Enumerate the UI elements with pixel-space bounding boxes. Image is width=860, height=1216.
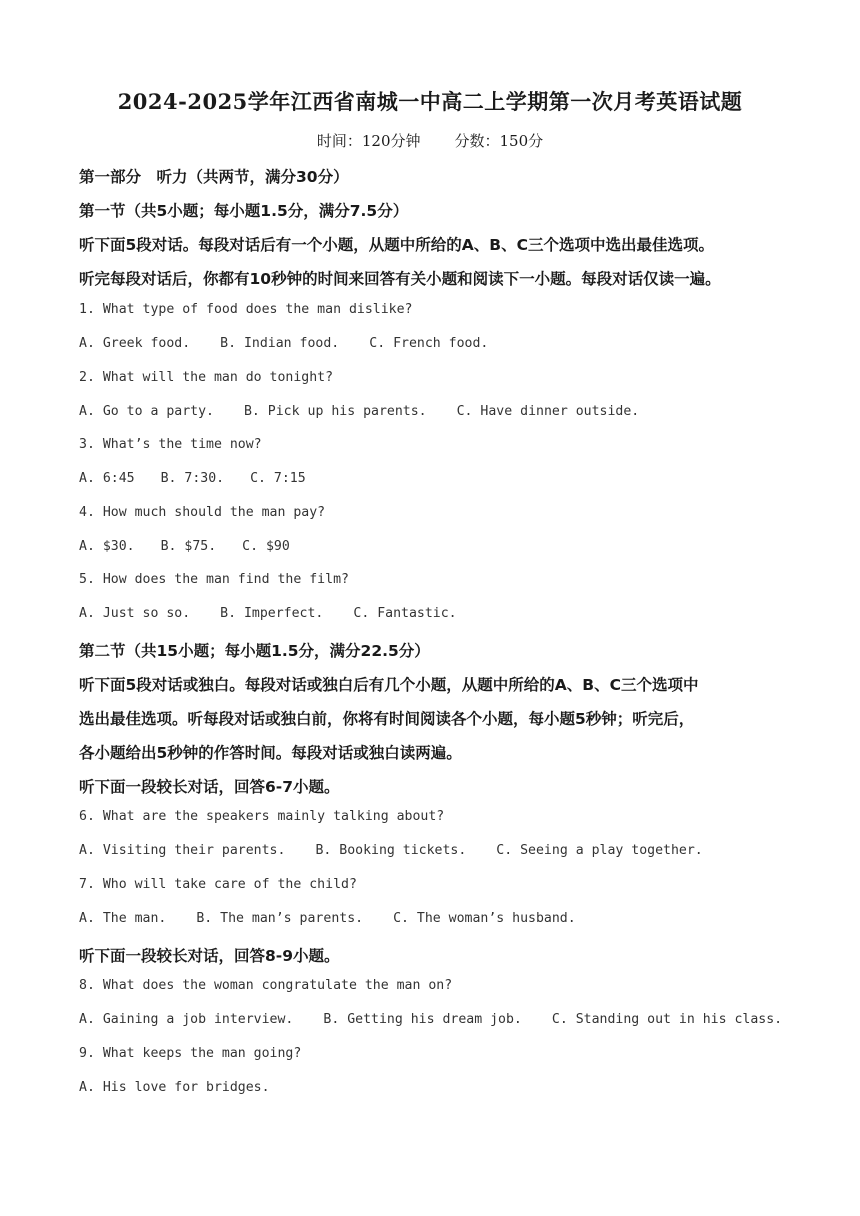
answer-options <box>79 539 820 554</box>
group-heading: 听下面一段较长对话，回答6-7小题。 <box>79 778 340 796</box>
option-a: A. Visiting their parents. <box>79 843 286 858</box>
option-c: C. French food. <box>369 336 489 351</box>
question-stem: 7. Who will take care of the child? <box>79 877 357 892</box>
question-stem: 8. What does the woman congratulate the man on? <box>79 978 453 993</box>
part-heading: 第一部分 听力（共两节，满分30分） <box>79 168 349 186</box>
section-heading: 第二节（共15小题；每小题1.5分，满分22.5分） <box>79 642 430 660</box>
option-a: A. The man. <box>79 911 167 926</box>
option-a: A. Greek food. <box>79 336 191 351</box>
option-b: B. Pick up his parents. <box>243 404 427 419</box>
instructions: 听完每段对话后，你都有10秒钟的时间来回答有关小题和阅读下一小题。每段对话仅读一遍。 <box>79 270 721 288</box>
question-stem: 5. How does the man find the film? <box>79 572 349 587</box>
section-heading: 第一节（共5小题；每小题1.5分，满分7.5分） <box>79 202 409 220</box>
question-stem: 4. How much should the man pay? <box>79 505 326 520</box>
option-c: C. 7:15 <box>250 471 306 486</box>
question-stem: 2. What will the man do tonight? <box>79 370 334 385</box>
page-title: 2024-2025学年江西省南城一中高二上学期第一次月考英语试题 <box>117 89 743 114</box>
option-c: C. Standing out in his class. <box>551 1012 783 1027</box>
option-b: B. 7:30. <box>160 471 225 486</box>
option-b: B. $75. <box>160 539 217 554</box>
option-b: B. Indian food. <box>220 336 340 351</box>
option-a: A. Go to a party. <box>79 404 214 419</box>
exam-time: 时间：120分钟 <box>316 132 421 150</box>
option-c: C. $90 <box>242 539 290 554</box>
question-stem: 1. What type of food does the man dislike? <box>79 302 413 317</box>
answer-options <box>79 471 820 486</box>
option-b: B. Booking tickets. <box>315 843 467 858</box>
option-b: B. The man’s parents. <box>196 911 364 926</box>
option-a: A. $30. <box>79 539 135 554</box>
answer-options <box>79 911 820 926</box>
answer-options <box>79 1080 820 1095</box>
question-stem: 3. What’s the time now? <box>79 437 262 452</box>
option-a: A. Gaining a job interview. <box>79 1012 294 1027</box>
instructions: 各小题给出5秒钟的作答时间。每段对话或独白读两遍。 <box>79 744 462 762</box>
option-a: A. 6:45 <box>79 471 135 486</box>
exam-score: 分数：150分 <box>454 132 544 150</box>
answer-options <box>79 336 820 351</box>
option-c: C. Fantastic. <box>353 606 457 621</box>
option-b: B. Getting his dream job. <box>323 1012 522 1027</box>
option-c: C. The woman’s husband. <box>393 911 576 926</box>
answer-options <box>79 404 820 419</box>
option-b: B. Imperfect. <box>220 606 324 621</box>
option-c: C. Have dinner outside. <box>456 404 640 419</box>
instructions: 听下面5段对话或独白。每段对话或独白后有几个小题，从题中所给的A、B、C三个选项中 <box>79 676 699 694</box>
option-a: A. Just so so. <box>79 606 191 621</box>
answer-options <box>79 843 820 858</box>
answer-options <box>79 1012 820 1027</box>
exam-info <box>0 130 860 151</box>
instructions: 听下面5段对话。每段对话后有一个小题，从题中所给的A、B、C三个选项中选出最佳选项。 <box>79 236 714 254</box>
question-stem: 6. What are the speakers mainly talking about? <box>79 809 445 824</box>
option-a: A. His love for bridges. <box>79 1080 270 1095</box>
question-stem: 9. What keeps the man going? <box>79 1046 302 1061</box>
instructions: 选出最佳选项。听每段对话或独白前，你将有时间阅读各个小题，每小题5秒钟；听完后， <box>79 710 695 728</box>
group-heading: 听下面一段较长对话，回答8-9小题。 <box>79 947 340 965</box>
option-c: C. Seeing a play together. <box>496 843 703 858</box>
answer-options <box>79 606 820 621</box>
